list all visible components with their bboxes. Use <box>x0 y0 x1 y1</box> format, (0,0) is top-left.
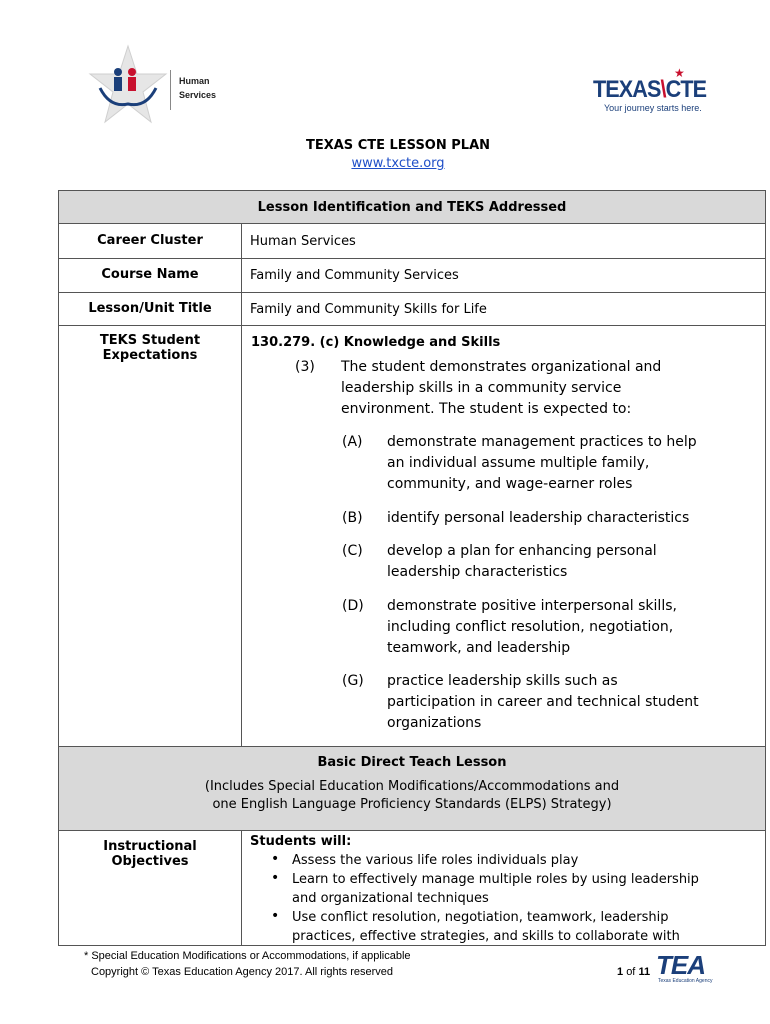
section-header-direct-teach <box>59 747 765 831</box>
objectives-heading: Students will: <box>250 834 352 849</box>
tea-logo: TEA Texas Education Agency <box>656 950 713 984</box>
row-label: Lesson/Unit Title <box>59 293 242 325</box>
item-number: (B) <box>342 510 363 526</box>
teks-sub-text: demonstrate positive interpersonal skills, including conflict resolution, negotiation, teamwork, and leadership <box>387 598 677 656</box>
table-row <box>59 224 765 259</box>
page-title: TEXAS CTE LESSON PLAN <box>305 138 491 153</box>
teks-sub-text: identify personal leadership characteristics <box>387 510 690 526</box>
teks-sub-text: develop a plan for enhancing personal leadership characteristics <box>387 543 657 580</box>
teks-main-text: The student demonstrates organizational and leadership skills in a community service environment. The student is expected to: <box>341 359 662 417</box>
row-value: Human Services <box>250 234 356 249</box>
texas-cte-logo <box>590 68 720 120</box>
lesson-table <box>58 190 766 946</box>
footer-divider <box>58 945 766 946</box>
star-icon: ★ <box>674 66 685 80</box>
teks-sub-text: demonstrate management practices to help an individual assume multiple family, community, and wage-earner roles <box>387 434 697 492</box>
item-number: (A) <box>342 434 363 450</box>
row-value: Family and Community Services <box>250 268 459 283</box>
item-number: (C) <box>342 543 363 559</box>
copyright-text: Copyright © Texas Education Agency 2017. All rights reserved <box>91 966 394 978</box>
row-label: Course Name <box>59 259 242 292</box>
section-subtitle: (Includes Special Education Modifications/Accommodations and one English Language Proficiency Standards (ELPS) Strategy) <box>204 779 620 812</box>
table-row <box>59 259 765 293</box>
bullet-icon: • <box>271 908 280 924</box>
item-number: (3) <box>295 359 315 375</box>
star-people-icon <box>88 44 168 126</box>
page-number: 1 of 11 <box>617 966 651 978</box>
item-number: (D) <box>342 598 364 614</box>
teks-sub-text: practice leadership skills such as participation in career and technical student organizations <box>387 673 699 731</box>
teks-heading: 130.279. (c) Knowledge and Skills <box>251 335 501 350</box>
section-title: Lesson Identification and TEKS Addressed <box>257 200 567 215</box>
section-header-identification <box>59 191 765 224</box>
item-number: (G) <box>342 673 364 689</box>
website-link[interactable]: www.txcte.org <box>351 156 445 171</box>
human-services-logo <box>88 44 228 126</box>
footer-note: * Special Education Modifications or Accommodations, if applicable <box>84 950 411 962</box>
logo-text: Human Services <box>179 76 217 100</box>
bullet-icon: • <box>271 851 280 867</box>
table-row <box>59 293 765 326</box>
row-label: Career Cluster <box>59 224 242 258</box>
logo-divider <box>170 70 171 110</box>
row-label: Instructional Objectives <box>59 831 242 946</box>
row-value: Family and Community Skills for Life <box>250 302 487 317</box>
objectives-row: Instructional Objectives Students will: • Assess the various life roles individuals play • Learn to effectively manage multiple roles by using leadership and organizational techniques • Use conflict resolution, negotiation, teamwork, leadership practices, effective strategies, and skills to collaborate with <box>59 831 765 946</box>
bullet-icon: • <box>271 870 280 886</box>
cte-tagline: Your journey starts here. <box>604 103 702 113</box>
row-label: TEKS Student Expectations <box>59 326 242 746</box>
section-title: Basic Direct Teach Lesson <box>317 755 507 770</box>
cte-logo-word: TEXAS\CTE <box>593 76 707 103</box>
